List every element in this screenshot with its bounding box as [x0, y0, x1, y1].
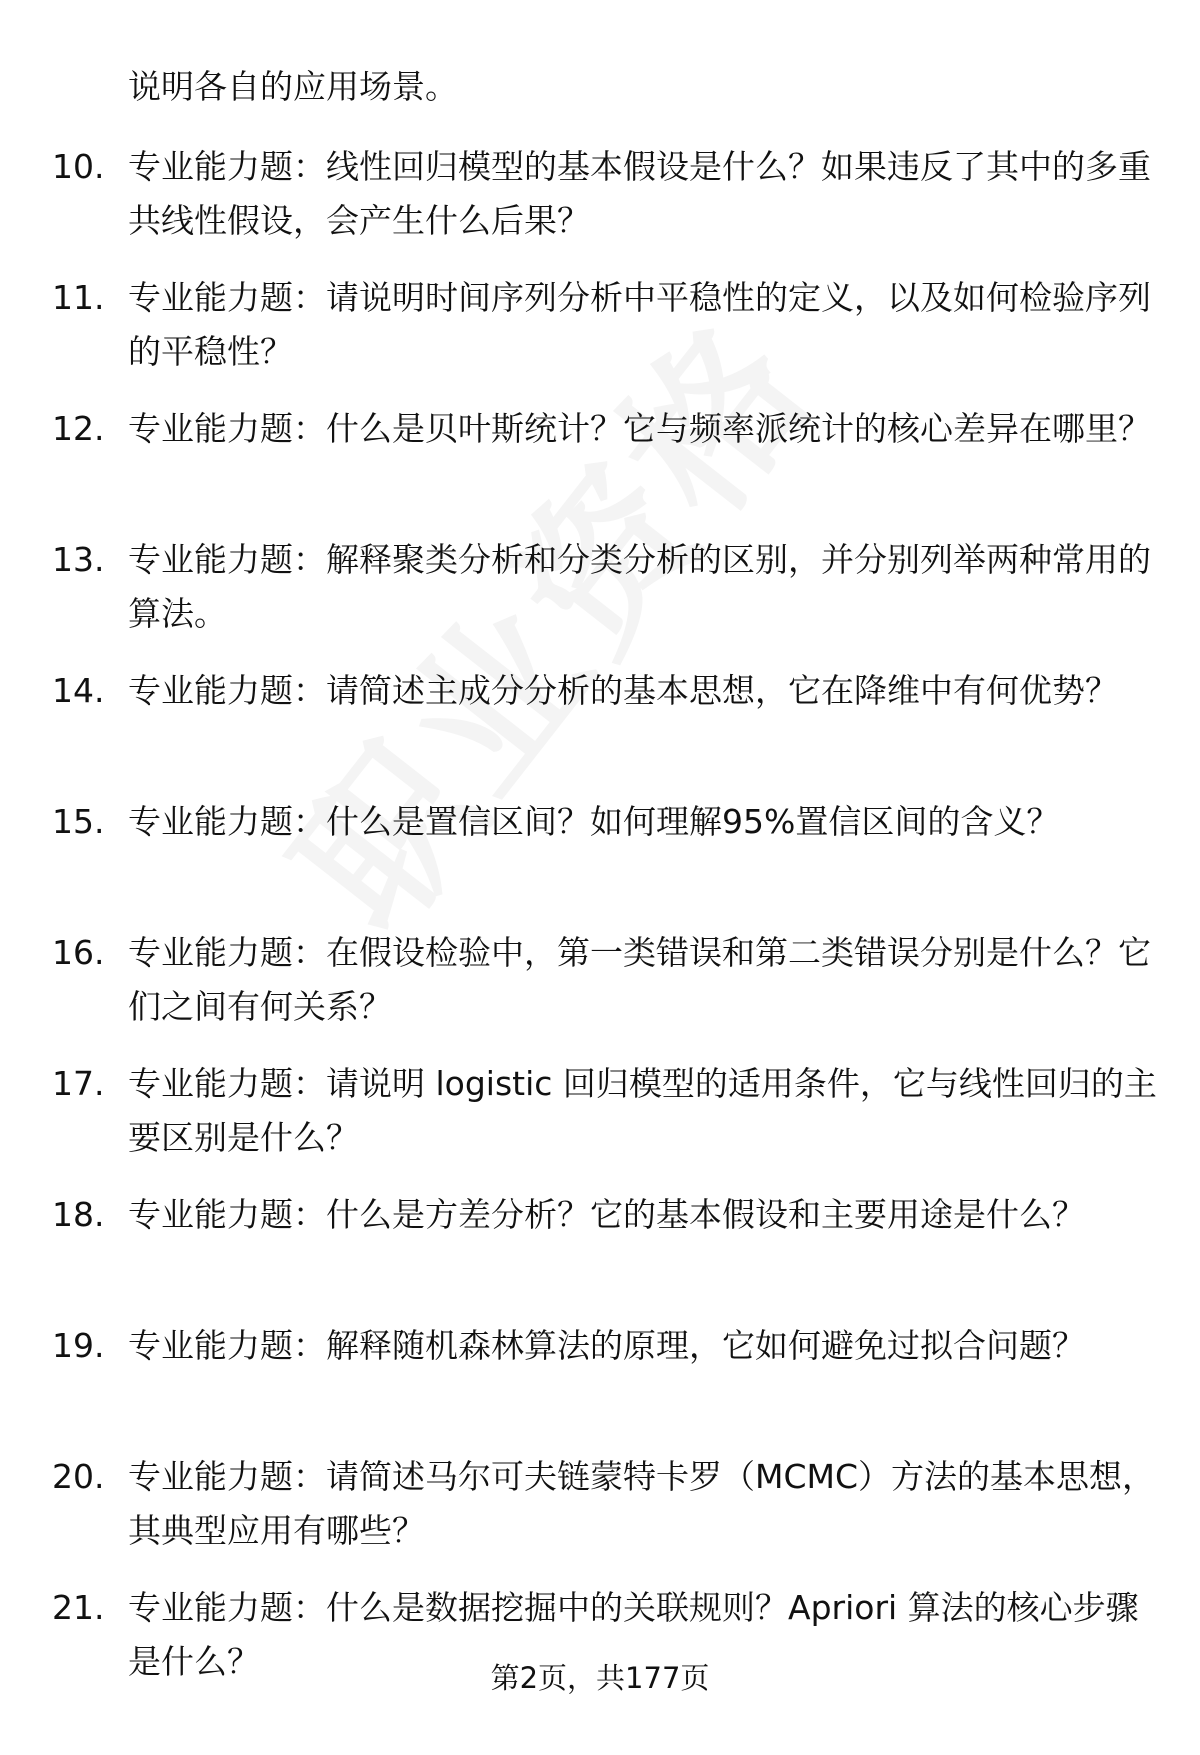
question-text: 专业能力题：什么是数据挖掘中的关联规则？Apriori 算法的核心步骤是什么？ [128, 1588, 1139, 1681]
question-item [0, 402, 1200, 533]
question-number: 11. [52, 278, 105, 317]
question-text: 专业能力题：在假设检验中，第一类错误和第二类错误分别是什么？它们之间有何关系？ [128, 933, 1151, 1026]
question-number: 21. [52, 1588, 105, 1627]
question-text: 专业能力题：请说明时间序列分析中平稳性的定义，以及如何检验序列的平稳性？ [128, 278, 1151, 371]
question-text: 专业能力题：什么是置信区间？如何理解95%置信区间的含义？ [128, 802, 1060, 841]
question-number: 14. [52, 671, 105, 710]
question-number: 12. [52, 409, 105, 448]
question-number: 16. [52, 933, 105, 972]
page-footer: 第2页，共177页 [490, 1661, 710, 1695]
question-item [0, 1057, 1200, 1188]
question-number: 17. [52, 1064, 105, 1103]
question-number: 10. [52, 147, 105, 186]
question-item [0, 533, 1200, 664]
question-text: 专业能力题：请简述主成分分析的基本思想，它在降维中有何优势？ [128, 671, 1118, 710]
question-number: 13. [52, 540, 105, 579]
question-number: 15. [52, 802, 105, 841]
question-text: 专业能力题：请说明 logistic 回归模型的适用条件，它与线性回归的主要区别是什么？ [128, 1064, 1157, 1157]
question-text: 专业能力题：什么是方差分析？它的基本假设和主要用途是什么？ [128, 1195, 1085, 1234]
question-item [0, 926, 1200, 1057]
question-text: 专业能力题：解释随机森林算法的原理，它如何避免过拟合问题？ [128, 1326, 1085, 1365]
question-item [0, 664, 1200, 795]
question-number: 20. [52, 1457, 105, 1496]
question-number: 18. [52, 1195, 105, 1234]
question-text: 专业能力题：线性回归模型的基本假设是什么？如果违反了其中的多重共线性假设，会产生什么后果？ [128, 147, 1151, 240]
question-text: 专业能力题：请简述马尔可夫链蒙特卡罗（MCMC）方法的基本思想，其典型应用有哪些？ [128, 1457, 1156, 1550]
question-item [0, 140, 1200, 271]
question-text: 专业能力题：什么是贝叶斯统计？它与频率派统计的核心差异在哪里？ [128, 409, 1151, 448]
question-list [0, 140, 1200, 1712]
question-text: 专业能力题：解释聚类分析和分类分析的区别，并分别列举两种常用的算法。 [128, 540, 1151, 633]
question-item [0, 1319, 1200, 1450]
question-item [0, 1188, 1200, 1319]
question-item [0, 795, 1200, 926]
question-item [0, 1450, 1200, 1581]
continuation-text: 说明各自的应用场景。 [128, 67, 458, 106]
question-number: 19. [52, 1326, 105, 1365]
question-item [0, 271, 1200, 402]
